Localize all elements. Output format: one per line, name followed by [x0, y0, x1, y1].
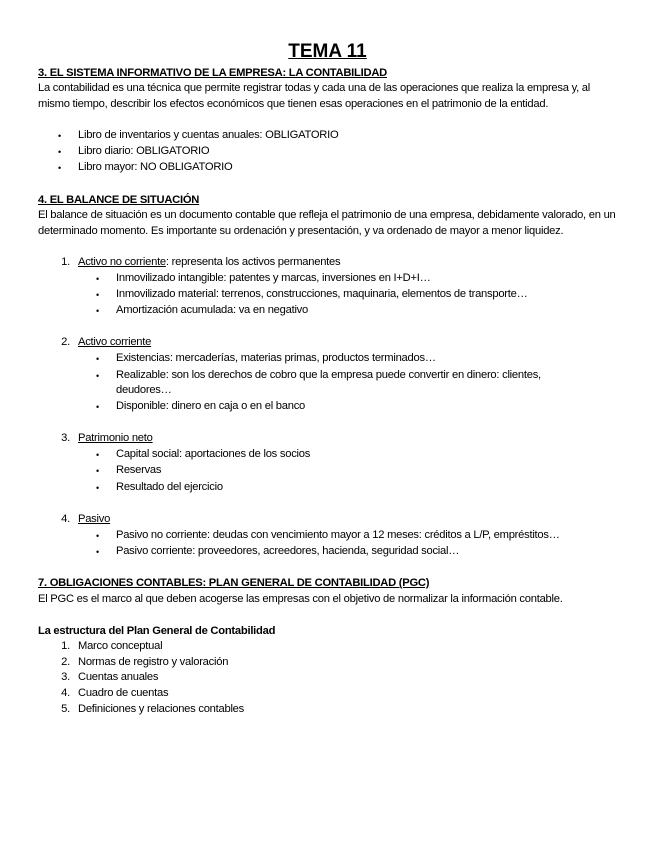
balance-item-1 [78, 255, 340, 270]
section-3-heading: 3. EL SISTEMA INFORMATIVO DE LA EMPRESA: LA CONTABILIDAD [38, 67, 387, 79]
balance-item-label: Activo no corriente [78, 256, 166, 268]
section-7-heading: 7. OBLIGACIONES CONTABLES: PLAN GENERAL DE CONTABILIDAD (PGC) [38, 577, 430, 589]
bullet-icon: • [96, 306, 99, 316]
section-7-paragraph: El PGC es el marco al que deben acogerse las empresas con el objetivo de normalizar la información contable. [38, 593, 563, 605]
section-3-bullet-2: Libro diario: OBLIGATORIO [78, 145, 210, 157]
balance-item-description: : representa los activos permanentes [165, 256, 341, 268]
pgc-list-item: Definiciones y relaciones contables [78, 703, 244, 715]
pgc-list-item: Cuentas anuales [78, 671, 159, 683]
section-4-heading: 4. EL BALANCE DE SITUACIÓN [38, 194, 200, 206]
list-number: 1. [61, 256, 70, 268]
section-7-subheading: La estructura del Plan General de Contabilidad [38, 625, 276, 637]
page-title: TEMA 11 [288, 41, 367, 62]
pgc-list-item: Normas de registro y valoración [78, 656, 229, 668]
list-number: 4. [61, 513, 70, 525]
balance-item-2-label: Activo corriente [78, 336, 152, 348]
balance-subitem: Reservas [116, 464, 162, 476]
bullet-icon: • [58, 131, 61, 141]
bullet-icon: • [58, 147, 61, 157]
balance-subitem: Disponible: dinero en caja o en el banco [116, 400, 306, 412]
list-number: 4. [61, 687, 70, 699]
bullet-icon: • [96, 290, 99, 300]
list-number: 3. [61, 671, 70, 683]
pgc-list-item: Cuadro de cuentas [78, 687, 169, 699]
bullet-icon: • [96, 402, 99, 412]
section-3-paragraph: La contabilidad es una técnica que permite registrar todas y cada una de las operaciones que realiza la empresa y, al mismo tiempo, describir los efectos económicos que tienen esas operaciones en el patrimonio de la entidad. [38, 82, 591, 110]
balance-subitem: Amortización acumulada: va en negativo [116, 304, 308, 316]
balance-item-3-label: Patrimonio neto [78, 432, 153, 444]
bullet-icon: • [96, 531, 99, 541]
list-number: 2. [61, 656, 70, 668]
bullet-icon: • [96, 354, 99, 364]
balance-item-4-label: Pasivo [78, 513, 111, 525]
balance-subitem-continuation: deudores… [116, 384, 172, 396]
balance-subitem: Pasivo corriente: proveedores, acreedores, hacienda, seguridad social… [116, 545, 460, 557]
balance-subitem: Pasivo no corriente: deudas con vencimiento mayor a 12 meses: créditos a L/P, empréstitos… [116, 529, 560, 541]
balance-subitem: Inmovilizado material: terrenos, construcciones, maquinaria, elementos de transporte… [116, 288, 528, 300]
list-number: 1. [61, 640, 70, 652]
bullet-icon: • [96, 466, 99, 476]
balance-subitem: Resultado del ejercicio [116, 481, 223, 493]
pgc-list-item: Marco conceptual [78, 640, 163, 652]
list-number: 2. [61, 336, 70, 348]
section-3-bullet-3: Libro mayor: NO OBLIGATORIO [78, 161, 233, 173]
bullet-icon: • [58, 163, 61, 173]
list-number: 3. [61, 432, 70, 444]
bullet-icon: • [96, 483, 99, 493]
bullet-icon: • [96, 371, 99, 381]
bullet-icon: • [96, 547, 99, 557]
section-3-bullet-1: Libro de inventarios y cuentas anuales: OBLIGATORIO [78, 129, 339, 141]
balance-subitem: Inmovilizado intangible: patentes y marcas, inversiones en I+D+I… [116, 272, 431, 284]
bullet-icon: • [96, 274, 99, 284]
list-number: 5. [61, 703, 70, 715]
balance-subitem: Realizable: son los derechos de cobro que la empresa puede convertir en dinero: clientes, [116, 369, 541, 381]
section-4-paragraph: El balance de situación es un documento contable que refleja el patrimonio de una empresa, debidamente valorado, en un determinado momento. Es importante su ordenación y presentación, y va ordenado de mayor a menor liquidez. [38, 209, 616, 237]
bullet-icon: • [96, 450, 99, 460]
balance-subitem: Capital social: aportaciones de los socios [116, 448, 311, 460]
balance-subitem: Existencias: mercaderías, materias primas, productos terminados… [116, 352, 436, 364]
